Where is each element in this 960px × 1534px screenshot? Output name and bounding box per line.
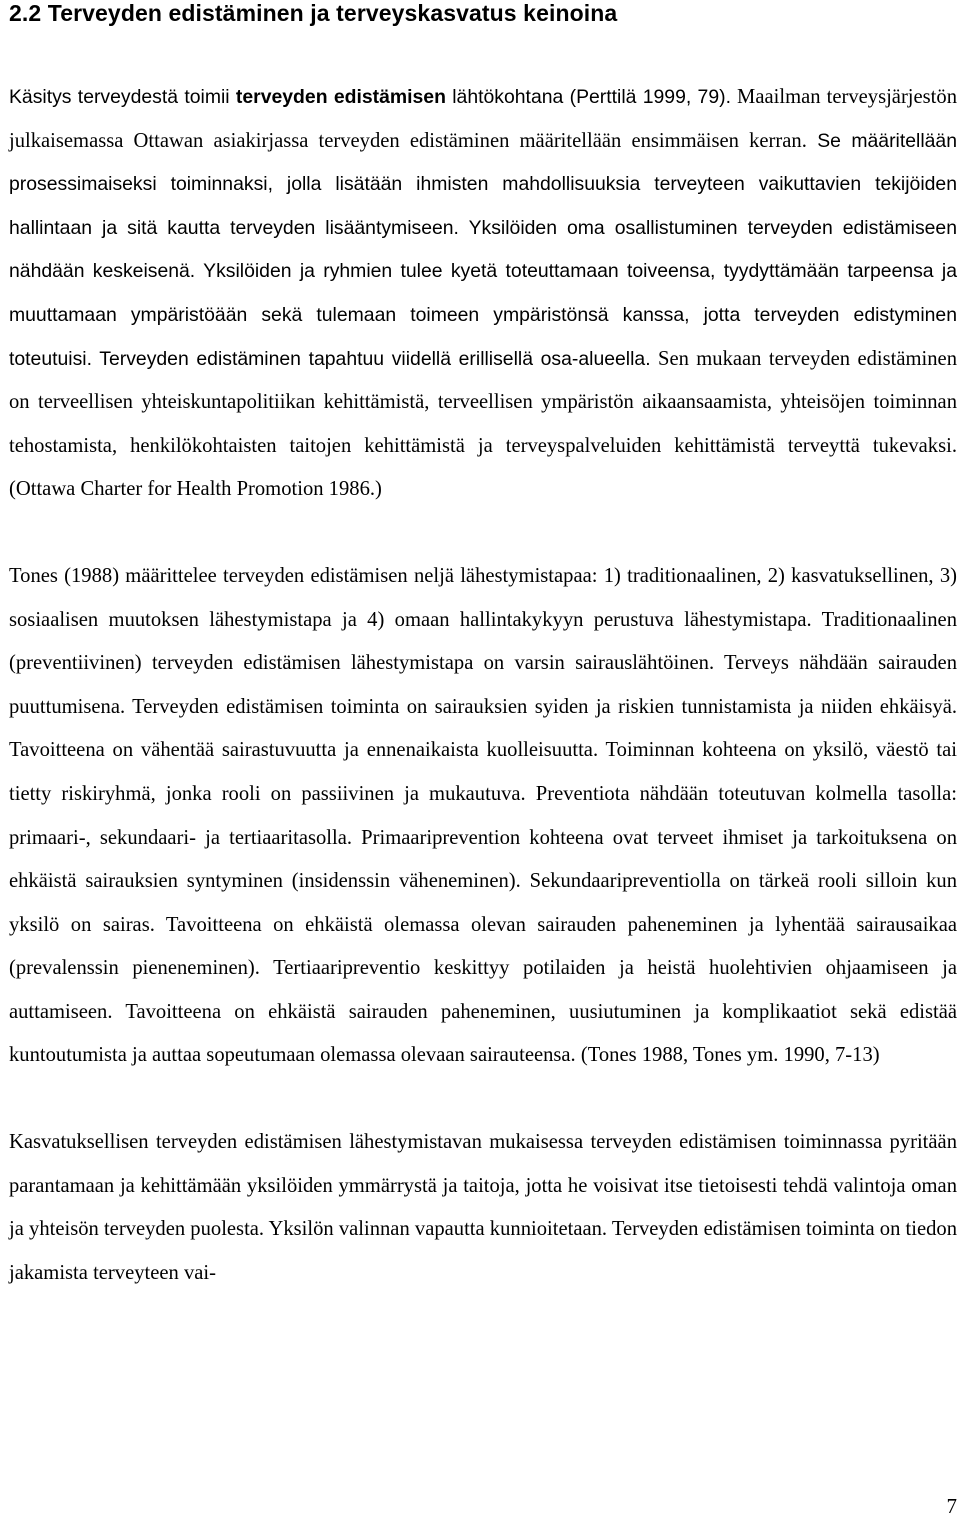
- paragraph1-after-bold: lähtökohtana (Perttilä 1999, 79).: [445, 86, 731, 108]
- document-page: [9, 0, 957, 1295]
- page-number: 7: [946, 1494, 957, 1518]
- paragraph-educational-approach: Kasvatuksellisen terveyden edistämisen lähestymistavan mukaisessa terveyden edistämisen toiminnassa pyritään parantamaan ja kehittämään yksilöiden ymmärrystä ja taitoja, jotta he voisivat itse tietoisesti tehdä valintoja oman ja yhteisön terveyden puolesta. Yksilön valinnan vapautta kunnioitetaan. Terveyden edistämisen toiminta on tiedon jakamista terveyteen vai-: [9, 1131, 957, 1284]
- paragraph1-bold-term: terveyden edistämisen: [235, 86, 446, 108]
- paragraph-tones-approaches: Tones (1988) määrittelee terveyden edistämisen neljä lähestymistapaa: 1) traditionaalinen, 2) kasvatuksellinen, 3) sosiaalisen muutoksen lähestymistapa ja 4) omaan hallintakykyyn perustuva lähestymistapa. Traditionaalinen (preventiivinen) terveyden edistämisen lähestymistapa on varsin sairauslähtöinen. Terveys nähdään sairauden puuttumisena. Terveyden edistämisen toiminta on sairauksien syiden ja riskien tunnistamista ja niiden ehkäisyä. Tavoitteena on vähentää sairastuvuutta ja ennenaikaista kuolleisuutta. Toiminnan kohteena on yksilö, väestö tai tietty riskiryhmä, jonka rooli on passiivinen ja mukautuva. Preventiota nähdään toteutuvan kolmella tasolla: primaari-, sekundaari- ja tertiaaritasolla. Primaariprevention kohteena ovat terveet ihmiset ja tarkoituksena on ehkäistä sairauksien syntyminen (insidenssin väheneminen). Sekundaaripreventiolla on tärkeä rooli silloin kun yksilö on sairas. Tavoitteena on ehkäistä olemassa olevan sairauden paheneminen ja lyhentää sairausaikaa (prevalenssin pieneneminen). Tertiaaripreventio keskittyy potilaiden ja heistä huolehtivien ohjaamiseen ja auttamiseen. Tavoitteena on ehkäistä sairauden paheneminen, uusiutuminen ja komplikaatiot sekä edistää kuntoutumista ja auttaa sopeutumaan olemassa olevaan sairauteensa. (Tones 1988, Tones ym. 1990, 7-13): [9, 564, 957, 1067]
- paragraph1-serif-text: Maailman terveysjärjestön julkaisemassa Ottawan asiakirjassa terveyden edistäminen määritellään ensimmäisen kerran.: [9, 86, 957, 152]
- paragraph-health-promotion: [9, 76, 957, 512]
- section-heading: 2.2 Terveyden edistäminen ja terveyskasvatus keinoina: [9, 0, 618, 26]
- paragraph1-tail: Sen mukaan terveyden edistäminen on terveellisen yhteiskuntapolitiikan kehittämistä, terveellisen ympäristön aikaansaamista, yhteisöjen toiminnan tehostamista, henkilökohtaisten taitojen kehittämistä ja terveyspalveluiden kehittämistä terveyttä tukevaksi. (Ottawa Charter for Health Promotion 1986.): [9, 347, 957, 501]
- paragraph1-lead: Käsitys terveydestä toimii: [9, 86, 236, 108]
- paragraph1-sans-block: Se määritellään prosessimaiseksi toiminnaksi, jolla lisätään ihmisten mahdollisuuksia terveyteen vaikuttavien tekijöiden hallintaan ja sitä kautta terveyden lisääntymiseen. Yksilöiden oma osallistuminen terveyden edistämiseen nähdään keskeisenä. Yksilöiden ja ryhmien tulee kyetä toteuttamaan toiveensa, tyydyttämään tarpeensa ja muuttamaan ympäristöään sekä tulemaan toimeen ympäristönsä kanssa, jotta terveyden edistyminen toteutuisi. Terveyden edistäminen tapahtuu viidellä erillisellä osa-alueella.: [9, 129, 957, 370]
